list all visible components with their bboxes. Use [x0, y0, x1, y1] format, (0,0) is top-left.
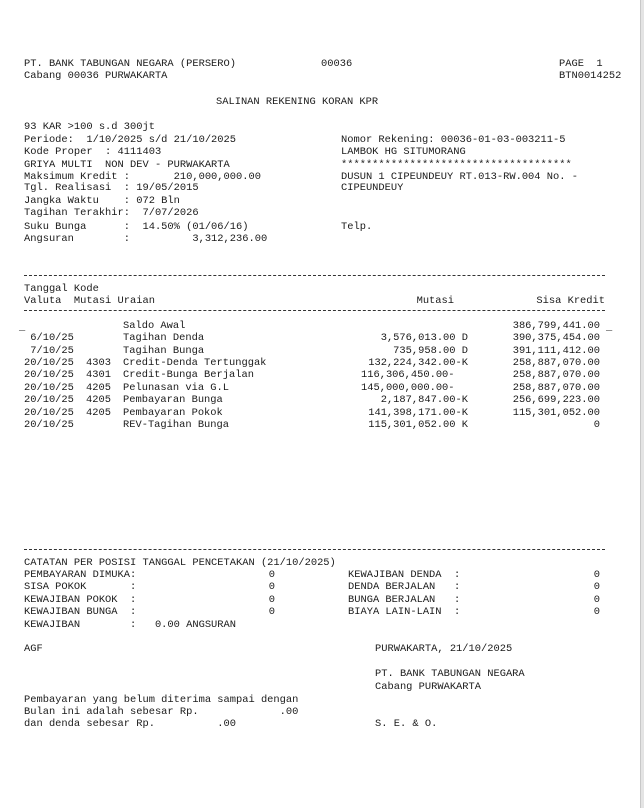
row-description: Saldo Awal — [123, 320, 186, 332]
catatan-value: 0 — [268, 581, 275, 593]
row-balance: 0 — [593, 419, 600, 431]
row-mutasi: 116,306,450.00- — [361, 369, 455, 381]
account-number: Nomor Rekening: 00036-01-03-003211-5 — [341, 134, 566, 146]
row-balance: 391,111,412.00 — [512, 345, 600, 357]
info-line: Kode Proper : 4111403 — [24, 146, 162, 158]
row-mutasi: 145,000,000.00- — [361, 382, 455, 394]
divider — [24, 310, 605, 311]
row-mutasi: 2,187,847.00-K — [380, 394, 468, 406]
document-id: BTN0014252 — [559, 70, 622, 82]
branch-signature-line: Cabang PURWAKARTA — [375, 681, 482, 693]
row-description: Credit-Bunga Berjalan — [123, 369, 254, 381]
row-date: 20/10/25 — [24, 394, 74, 406]
info-line: Periode: 1/10/2025 s/d 21/10/2025 — [24, 134, 237, 146]
row-mutasi: 115,301,052.00 K — [368, 419, 468, 431]
column-header-date-code: Tanggal Kode — [24, 283, 99, 295]
row-description: Pembayaran Bunga — [123, 394, 223, 406]
info-line: Suku Bunga : 14.50% (01/06/16) — [24, 221, 249, 233]
info-line: Jangka Waktu : 072 Bln — [24, 195, 180, 207]
row-date: 6/10/25 — [24, 332, 74, 344]
row-date: 20/10/25 — [24, 382, 74, 394]
info-line: Tagihan Terakhir: 7/07/2026 — [24, 207, 199, 219]
phone-label: Telp. — [341, 221, 373, 233]
row-balance: 256,699,223.00 — [512, 394, 600, 406]
row-date: 20/10/25 — [24, 369, 74, 381]
bank-name: PT. BANK TABUNGAN NEGARA (PERSERO) — [24, 58, 237, 70]
divider — [24, 275, 605, 276]
catatan-label: SISA POKOK : — [24, 581, 137, 593]
info-line: 93 KAR >100 s.d 300jt — [24, 121, 155, 133]
left-margin-mark: _ — [19, 322, 26, 334]
address-line: CIPEUNDEUY — [341, 182, 404, 194]
document-title: SALINAN REKENING KORAN KPR — [216, 96, 379, 108]
column-header-sisa-kredit: Sisa Kredit — [536, 295, 605, 307]
catatan-value: 0 — [593, 606, 600, 618]
row-description: Pelunasan via G.L — [123, 382, 230, 394]
row-code: 4205 — [86, 394, 111, 406]
row-mutasi: 132,224,342.00-K — [368, 357, 468, 369]
catatan-title: CATATAN PER POSISI TANGGAL PENCETAKAN (21/10/2025) — [24, 557, 336, 569]
row-mutasi: 141,398,171.00-K — [368, 407, 468, 419]
row-date: 20/10/25 — [24, 407, 74, 419]
row-balance: 258,887,070.00 — [512, 357, 600, 369]
row-description: REV-Tagihan Bunga — [123, 419, 230, 431]
row-description: Tagihan Denda — [123, 332, 205, 344]
catatan-label: BIAYA LAIN-LAIN : — [348, 606, 461, 618]
row-description: Pembayaran Pokok — [123, 407, 223, 419]
row-balance: 258,887,070.00 — [512, 369, 600, 381]
catatan-label: KEWAJIBAN BUNGA : — [24, 606, 137, 618]
catatan-value: 0 — [268, 606, 275, 618]
catatan-label: DENDA BERJALAN : — [348, 581, 461, 593]
address-line: DUSUN 1 CIPEUNDEUY RT.013-RW.004 No. - — [341, 171, 578, 183]
catatan-label: KEWAJIBAN POKOK : — [24, 594, 137, 606]
column-header-mutasi: Mutasi — [416, 295, 454, 307]
seo-mark: S. E. & O. — [375, 718, 438, 730]
row-code: 4205 — [86, 407, 111, 419]
agf-label: AGF — [24, 643, 43, 655]
info-line: Angsuran : 3,312,236.00 — [24, 233, 268, 245]
branch-code: 00036 — [321, 58, 353, 70]
row-code: 4303 — [86, 357, 111, 369]
catatan-value: 0 — [593, 594, 600, 606]
payment-note: Bulan ini adalah sebesar Rp. .00 — [24, 706, 299, 718]
kewajiban-line: KEWAJIBAN : 0.00 ANGSURAN — [24, 619, 237, 631]
row-date: 20/10/25 — [24, 419, 74, 431]
row-balance: 386,799,441.00 — [512, 320, 600, 332]
page-edge-line — [640, 0, 641, 808]
row-date: 7/10/25 — [24, 345, 74, 357]
right-margin-mark: _ — [606, 322, 613, 334]
catatan-value: 0 — [593, 581, 600, 593]
divider — [24, 549, 605, 550]
page-number: PAGE 1 — [559, 58, 603, 70]
row-code: 4301 — [86, 369, 111, 381]
catatan-value: 0 — [268, 594, 275, 606]
row-mutasi: 3,576,013.00 D — [380, 332, 468, 344]
catatan-label: KEWAJIBAN DENDA : — [348, 569, 461, 581]
row-balance: 258,887,070.00 — [512, 382, 600, 394]
row-balance: 115,301,052.00 — [512, 407, 600, 419]
catatan-value: 0 — [268, 569, 275, 581]
payment-note: Pembayaran yang belum diterima sampai dengan — [24, 694, 299, 706]
account-holder: LAMBOK HG SITUMORANG — [341, 146, 466, 158]
row-mutasi: 735,958.00 D — [393, 345, 468, 357]
row-code: 4205 — [86, 382, 111, 394]
column-header-valuta-uraian: Valuta Mutasi Uraian — [24, 295, 155, 307]
row-description: Credit-Denda Tertunggak — [123, 357, 267, 369]
payment-note: dan denda sebesar Rp. .00 — [24, 718, 237, 730]
catatan-label: BUNGA BERJALAN : — [348, 594, 461, 606]
catatan-value: 0 — [593, 569, 600, 581]
place-date: PURWAKARTA, 21/10/2025 — [375, 643, 513, 655]
row-description: Tagihan Bunga — [123, 345, 205, 357]
info-line: Tgl. Realisasi : 19/05/2015 — [24, 182, 199, 194]
info-line: Maksimum Kredit : 210,000,000.00 — [24, 171, 261, 183]
masked-line: ************************************* — [341, 159, 572, 171]
branch-name: Cabang 00036 PURWAKARTA — [24, 70, 168, 82]
row-balance: 390,375,454.00 — [512, 332, 600, 344]
info-line: GRIYA MULTI NON DEV - PURWAKARTA — [24, 159, 230, 171]
row-date: 20/10/25 — [24, 357, 74, 369]
catatan-label: PEMBAYARAN DIMUKA: — [24, 569, 137, 581]
bank-signature-line: PT. BANK TABUNGAN NEGARA — [375, 668, 525, 680]
